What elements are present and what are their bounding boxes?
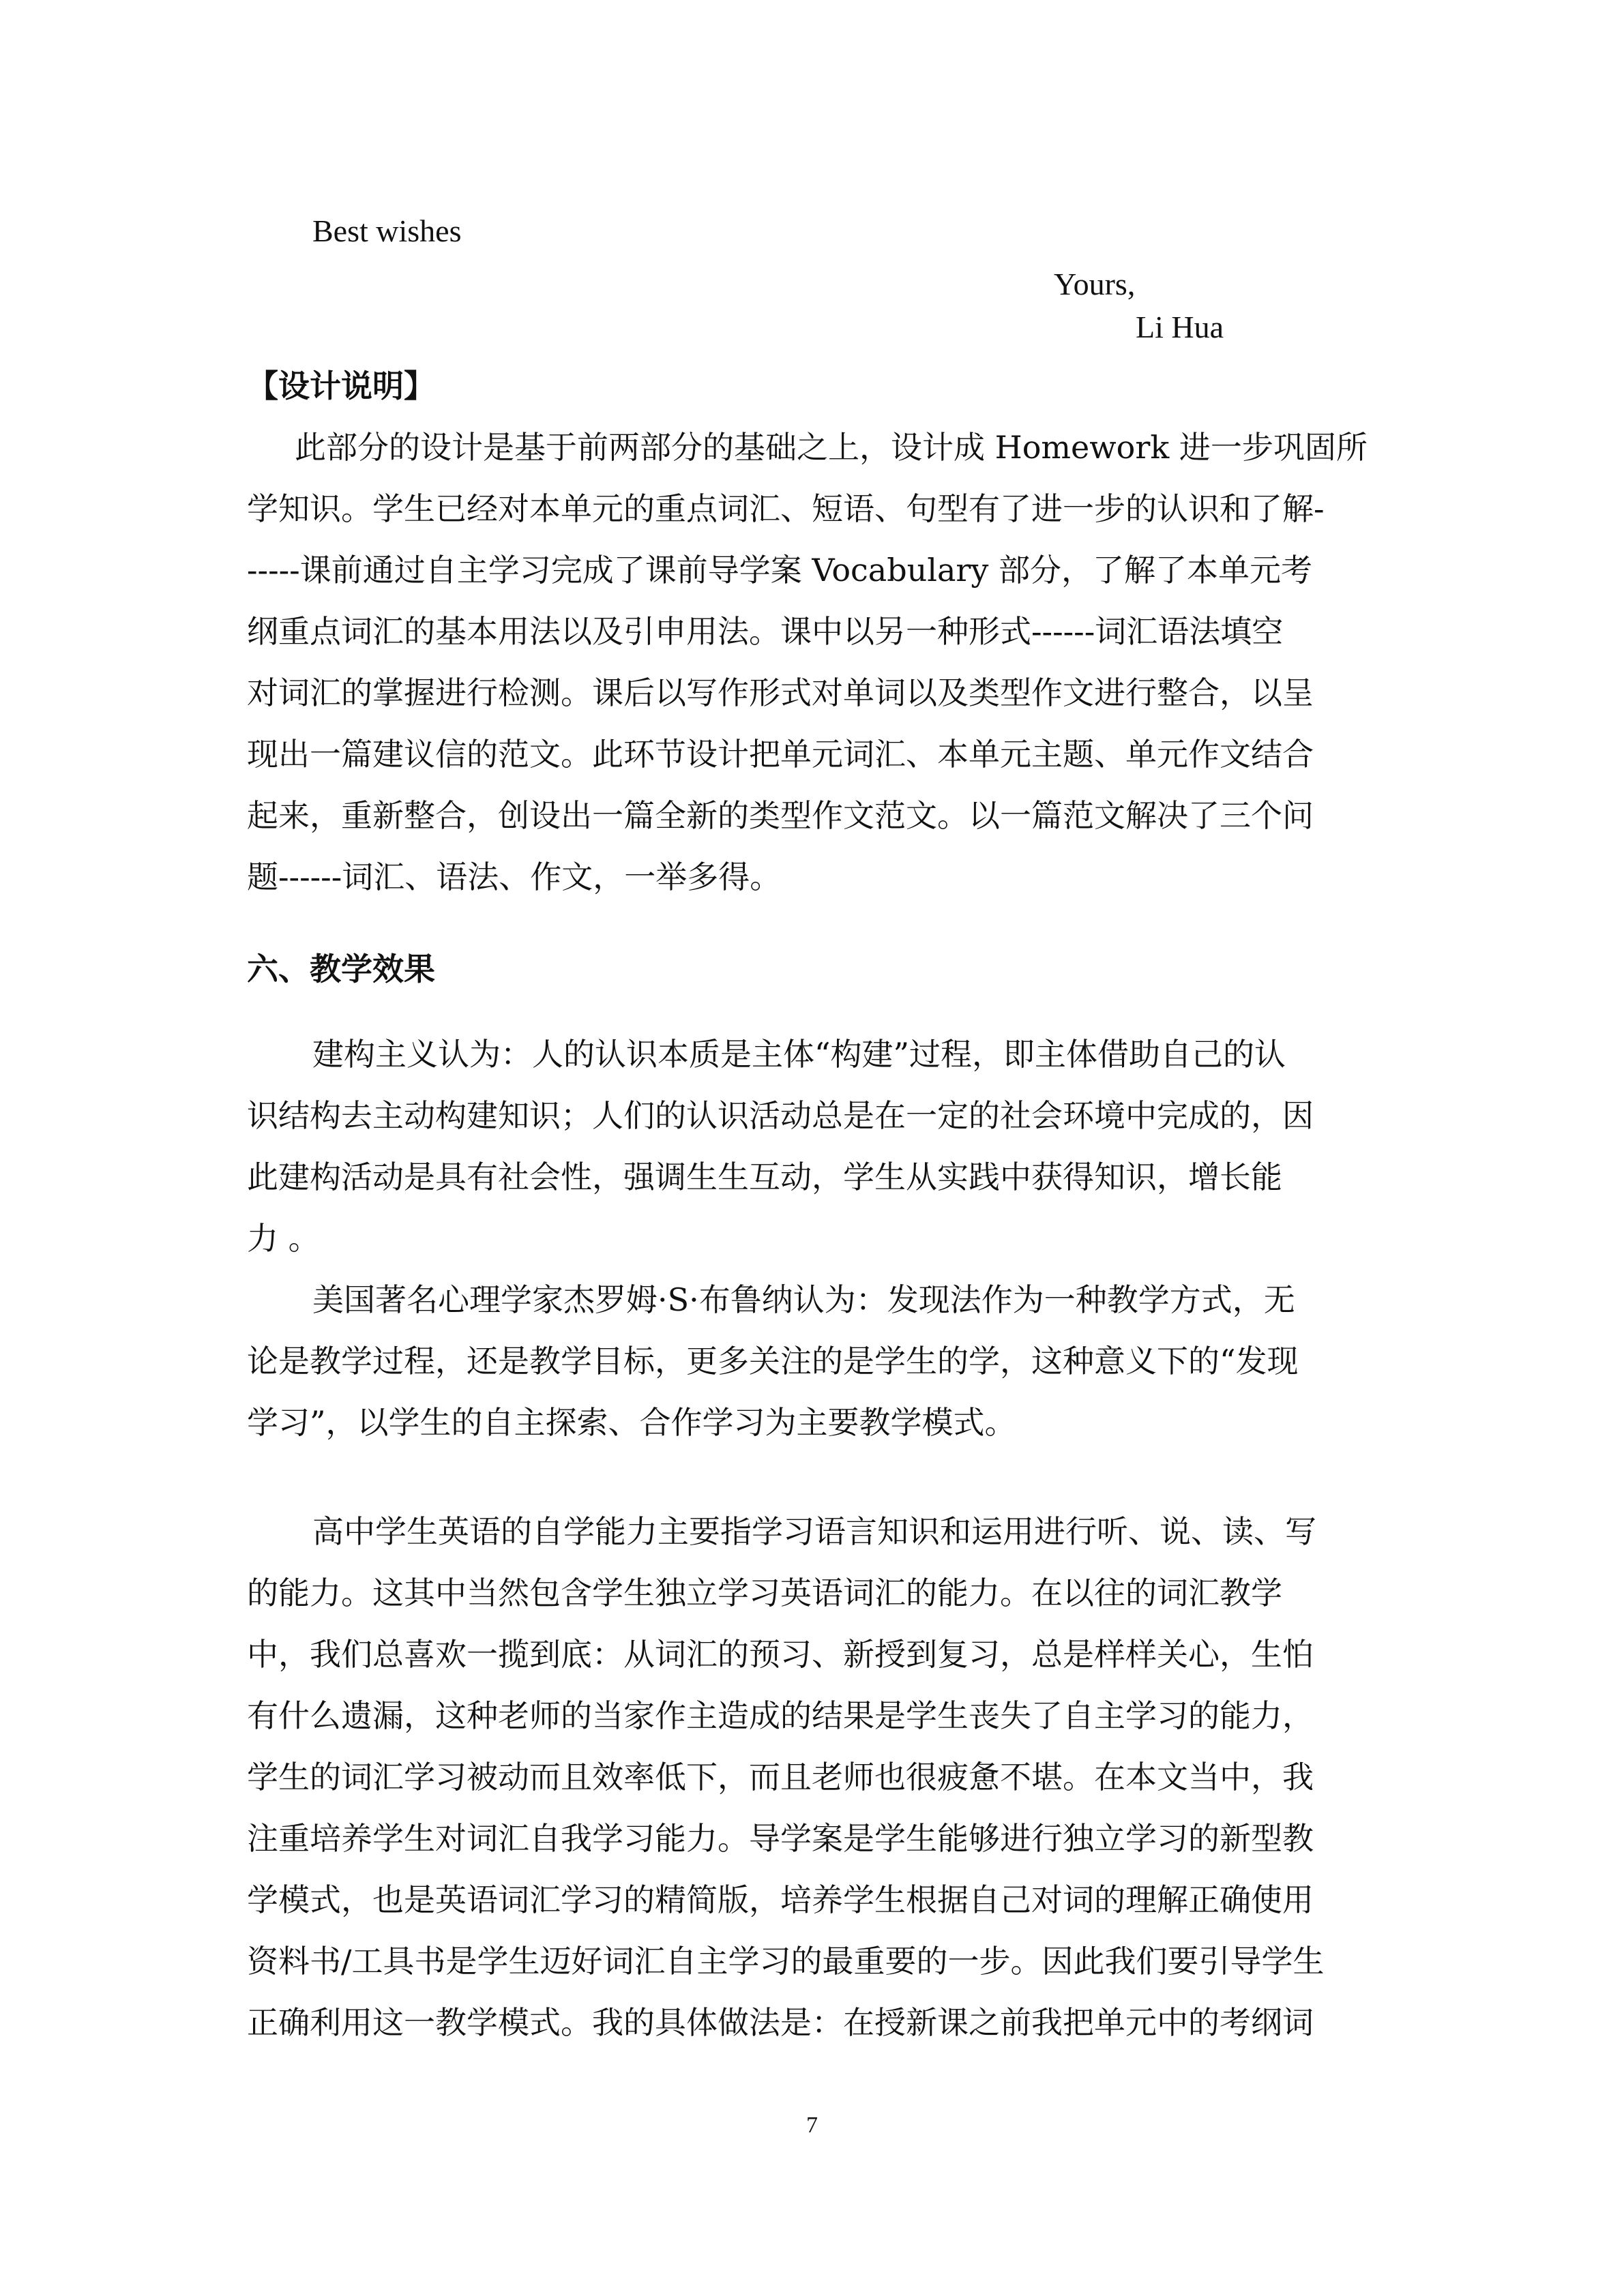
paragraph-line: 正确利用这一教学模式。我的具体做法是：在授新课之前我把单元中的考纲词 [247,2004,1314,2041]
design-note-heading: 【设计说明】 [247,368,435,404]
design-note-line: 现出一篇建议信的范文。此环节设计把单元词汇、本单元主题、单元作文结合 [247,736,1314,773]
paragraph-line: 论是教学过程，还是教学目标，更多关注的是学生的学，这种意义下的“发现 [247,1343,1299,1380]
paragraph-line: 学模式，也是英语词汇学习的精简版，培养学生根据自己对词的理解正确使用 [247,1881,1314,1918]
letter-signature: Li Hua [1136,310,1224,344]
page-number: 7 [806,2113,818,2138]
section-heading-teaching-effect: 六、教学效果 [247,951,435,987]
paragraph-line: 识结构去主动构建知识；人们的认识活动总是在一定的社会环境中完成的，因 [247,1097,1314,1134]
paragraph-line: 学习”，以学生的自主探索、合作学习为主要教学模式。 [247,1404,1016,1441]
paragraph-line: 建构主义认为：人的认识本质是主体“构建”过程，即主体借助自己的认 [312,1036,1286,1073]
paragraph-line: 力 。 [247,1220,320,1257]
design-note-line: -----课前通过自主学习完成了课前导学案 Vocabulary 部分，了解了本单元考 [247,552,1313,588]
design-note-line: 起来，重新整合，创设出一篇全新的类型作文范文。以一篇范文解决了三个问 [247,797,1314,834]
paragraph-line: 注重培养学生对词汇自我学习能力。导学案是学生能够进行独立学习的新型教 [247,1820,1314,1857]
paragraph-line: 高中学生英语的自学能力主要指学习语言知识和运用进行听、说、读、写 [312,1513,1316,1550]
paragraph-line: 美国著名心理学家杰罗姆·S·布鲁纳认为：发现法作为一种教学方式，无 [312,1281,1295,1318]
paragraph-line: 此建构活动是具有社会性，强调生生互动，学生从实践中获得知识，增长能 [247,1159,1282,1195]
paragraph-line: 学生的词汇学习被动而且效率低下，而且老师也很疲惫不堪。在本文当中，我 [247,1759,1314,1795]
design-note-line: 对词汇的掌握进行检测。课后以写作形式对单词以及类型作文进行整合，以呈 [247,674,1314,711]
design-note-line: 纲重点词汇的基本用法以及引申用法。课中以另一种形式------词汇语法填空 [247,613,1284,650]
design-note-line: 此部分的设计是基于前两部分的基础之上，设计成 Homework 进一步巩固所 [295,429,1368,466]
paragraph-line: 的能力。这其中当然包含学生独立学习英语词汇的能力。在以往的词汇教学 [247,1575,1282,1611]
paragraph-line: 中，我们总喜欢一揽到底：从词汇的预习、新授到复习，总是样样关心，生怕 [247,1636,1314,1673]
paragraph-line: 有什么遗漏，这种老师的当家作主造成的结果是学生丧失了自主学习的能力， [247,1697,1314,1734]
paragraph-line: 资料书/工具书是学生迈好词汇自主学习的最重要的一步。因此我们要引导学生 [247,1943,1325,1980]
design-note-line: 学知识。学生已经对本单元的重点词汇、短语、句型有了进一步的认识和了解- [247,490,1325,527]
letter-yours: Yours, [1054,267,1136,301]
design-note-line: 题------词汇、语法、作文，一举多得。 [247,859,782,895]
letter-closing: Best wishes [312,213,462,248]
